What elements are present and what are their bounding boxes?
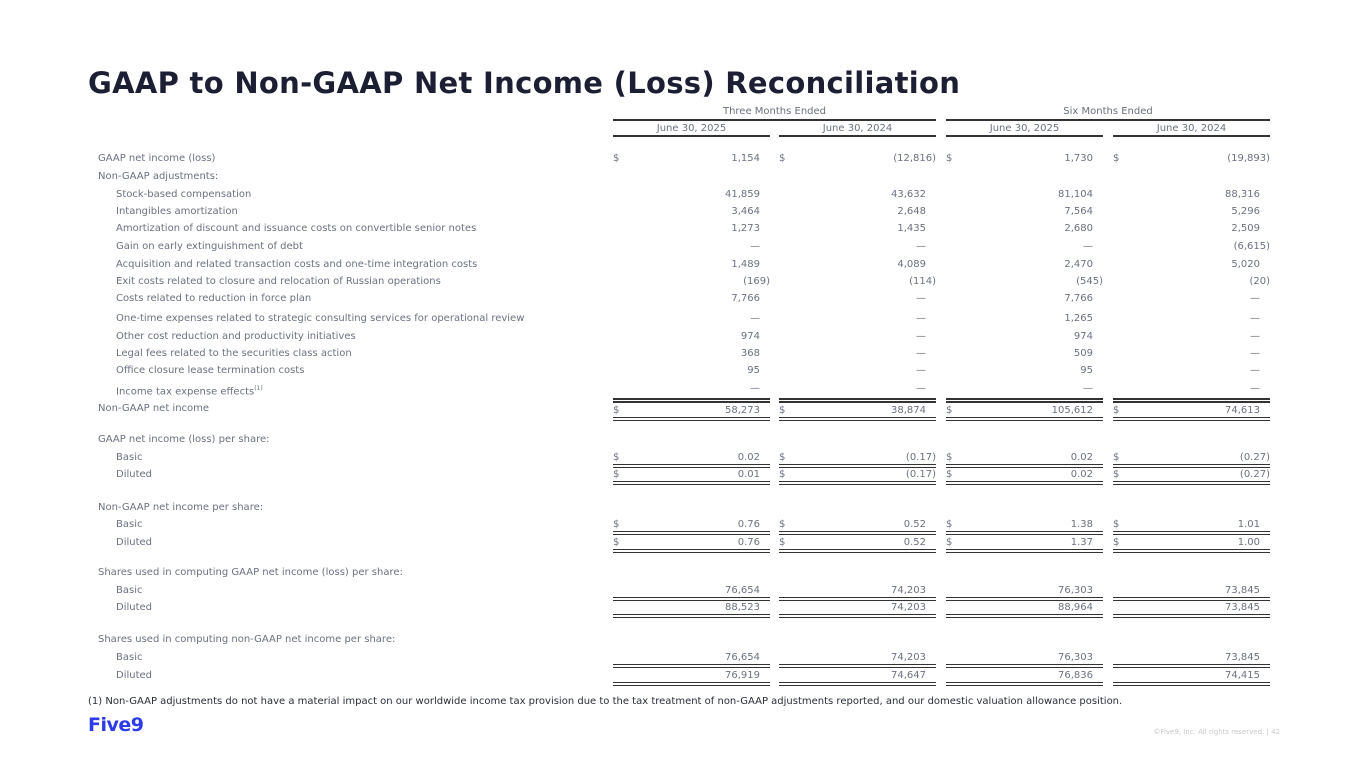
currency-symbol: $ <box>1113 153 1120 164</box>
table-row <box>0 600 1365 616</box>
row-label <box>116 346 352 362</box>
value: 73,845 <box>1225 652 1260 663</box>
row-label-text: Exit costs related to closure and relocation of Russian operations <box>116 276 441 287</box>
value-cell <box>779 381 936 397</box>
value: 0.76 <box>737 519 760 530</box>
value-cell <box>946 329 1103 345</box>
row-label <box>116 329 356 345</box>
value: 2,680 <box>1064 223 1093 234</box>
row-label-text: Costs related to reduction in force plan <box>116 293 312 304</box>
row-label <box>116 535 152 551</box>
value: (545) <box>1076 276 1103 287</box>
value-cell <box>946 401 1103 421</box>
row-label-text: Office closure lease termination costs <box>116 365 305 376</box>
value: 74,613 <box>1225 405 1260 416</box>
value: 74,203 <box>891 652 926 663</box>
value-cell <box>613 291 770 307</box>
table-row <box>0 187 1365 203</box>
table-row <box>0 632 1365 648</box>
copyright: ©Five9, Inc. All rights reserved. | 42 <box>1153 728 1280 736</box>
value-cell <box>779 401 936 421</box>
row-label-text: Income tax expense effects <box>116 386 255 398</box>
value: 88,964 <box>1058 602 1093 613</box>
currency-symbol: $ <box>1113 469 1120 480</box>
row-label-text: GAAP net income (loss) per share: <box>98 434 270 445</box>
value-cell <box>613 517 770 535</box>
row-label-text: Basic <box>116 652 143 663</box>
table-row <box>0 274 1365 290</box>
row-label-text: Non-GAAP net income <box>98 403 210 414</box>
value: 74,203 <box>891 602 926 613</box>
value-cell <box>1113 600 1270 618</box>
value-cell <box>1113 450 1270 468</box>
row-label-text: Amortization of discount and issuance costs on convertible senior notes <box>116 223 477 234</box>
value: 2,470 <box>1064 259 1093 270</box>
value: 2,648 <box>897 206 926 217</box>
value-cell <box>946 274 1103 290</box>
value-cell <box>613 467 770 485</box>
row-label <box>116 291 311 307</box>
value: 105,612 <box>1051 405 1093 416</box>
table-row <box>0 535 1365 551</box>
column-header: June 30, 2025 <box>946 122 1103 137</box>
row-label <box>116 450 142 466</box>
value: 5,296 <box>1231 206 1260 217</box>
value-cell <box>779 274 936 290</box>
currency-symbol: $ <box>779 469 786 480</box>
value-cell <box>1113 650 1270 668</box>
value-cell <box>613 187 770 203</box>
value-cell <box>1113 187 1270 203</box>
value: 0.01 <box>737 469 760 480</box>
value-cell <box>1113 401 1270 421</box>
row-label <box>116 583 142 599</box>
value-cell <box>946 257 1103 273</box>
value-cell <box>946 187 1103 203</box>
value: — <box>750 313 760 324</box>
value: 1,154 <box>731 153 760 164</box>
row-label <box>116 517 142 533</box>
value-cell <box>779 583 936 601</box>
row-label-text: Non-GAAP adjustments: <box>98 171 219 182</box>
value-cell <box>613 650 770 668</box>
value: 76,654 <box>725 585 760 596</box>
currency-symbol: $ <box>779 405 786 416</box>
value-cell <box>613 668 770 686</box>
currency-symbol: $ <box>613 537 620 548</box>
value-cell <box>1113 257 1270 273</box>
table-row <box>0 401 1365 417</box>
table-row <box>0 311 1365 327</box>
column-header: June 30, 2024 <box>1113 122 1270 137</box>
value: — <box>916 365 926 376</box>
value: 73,845 <box>1225 585 1260 596</box>
value-cell <box>946 600 1103 618</box>
value-cell <box>946 311 1103 327</box>
value-cell <box>779 668 936 686</box>
value: 73,845 <box>1225 602 1260 613</box>
value-cell <box>779 363 936 379</box>
currency-symbol: $ <box>1113 405 1120 416</box>
value: — <box>1250 365 1260 376</box>
table-row <box>0 565 1365 581</box>
value: 0.52 <box>903 537 926 548</box>
value: — <box>1250 313 1260 324</box>
value: 76,303 <box>1058 585 1093 596</box>
table-row <box>0 517 1365 533</box>
value-cell <box>946 517 1103 535</box>
currency-symbol: $ <box>613 469 620 480</box>
value: — <box>916 348 926 359</box>
currency-symbol: $ <box>779 153 786 164</box>
value: — <box>750 383 760 394</box>
value-cell <box>1113 583 1270 601</box>
row-label <box>116 221 476 237</box>
value: 76,919 <box>725 670 760 681</box>
value: (169) <box>743 276 770 287</box>
value-cell <box>779 650 936 668</box>
value-cell <box>946 363 1103 379</box>
value-cell <box>779 346 936 362</box>
value-cell <box>779 467 936 485</box>
value-cell <box>946 583 1103 601</box>
value-cell <box>946 668 1103 686</box>
currency-symbol: $ <box>946 519 953 530</box>
value: 7,564 <box>1064 206 1093 217</box>
row-label <box>116 600 152 616</box>
table-row <box>0 500 1365 516</box>
value-cell <box>779 450 936 468</box>
value: 1.00 <box>1237 537 1260 548</box>
value-cell <box>1113 668 1270 686</box>
value: — <box>916 293 926 304</box>
row-label <box>98 632 395 648</box>
value: 0.02 <box>1070 469 1093 480</box>
value-cell <box>1113 221 1270 237</box>
row-label-text: Diluted <box>116 670 153 681</box>
table-row <box>0 668 1365 684</box>
currency-symbol: $ <box>1113 452 1120 463</box>
value-cell <box>613 311 770 327</box>
table-row <box>0 239 1365 255</box>
row-label <box>98 401 209 417</box>
value-cell <box>613 151 770 167</box>
row-label <box>116 187 251 203</box>
table-row <box>0 204 1365 220</box>
currency-symbol: $ <box>779 537 786 548</box>
value-cell <box>946 239 1103 255</box>
value: 1,265 <box>1064 313 1093 324</box>
currency-symbol: $ <box>946 153 953 164</box>
row-label <box>116 381 263 400</box>
row-label <box>98 151 215 167</box>
value: 76,654 <box>725 652 760 663</box>
value-cell <box>1113 381 1270 397</box>
value-cell <box>613 381 770 397</box>
value-cell <box>946 346 1103 362</box>
row-label-text: Shares used in computing non-GAAP net income per share: <box>98 634 396 645</box>
value: 4,089 <box>897 259 926 270</box>
row-label-text: Legal fees related to the securities class action <box>116 348 352 359</box>
value: (19,893) <box>1227 153 1270 164</box>
row-label-text: Other cost reduction and productivity initiatives <box>116 331 356 342</box>
table-row <box>0 432 1365 448</box>
row-label <box>116 467 152 483</box>
value: 0.02 <box>1070 452 1093 463</box>
value-cell <box>779 187 936 203</box>
value-cell <box>779 329 936 345</box>
row-label <box>98 565 403 581</box>
value-cell <box>613 346 770 362</box>
value-cell <box>613 257 770 273</box>
table-row <box>0 291 1365 307</box>
value: 76,303 <box>1058 652 1093 663</box>
group-header-six-months: Six Months Ended <box>946 105 1270 121</box>
value: — <box>1250 293 1260 304</box>
value: 41,859 <box>725 189 760 200</box>
value: 88,316 <box>1225 189 1260 200</box>
row-label <box>116 204 238 220</box>
value: 38,874 <box>891 405 926 416</box>
group-header-three-months: Three Months Ended <box>613 105 936 121</box>
table-row <box>0 363 1365 379</box>
value-cell <box>613 363 770 379</box>
subtotal-rule <box>1113 398 1270 400</box>
table-row <box>0 650 1365 666</box>
value: (6,615) <box>1233 241 1270 252</box>
value: (0.17) <box>905 452 936 463</box>
value: 5,020 <box>1231 259 1260 270</box>
row-label-text: Basic <box>116 585 143 596</box>
value: 1.37 <box>1070 537 1093 548</box>
row-label-text: Acquisition and related transaction costs and one-time integration costs <box>116 259 478 270</box>
value-cell <box>1113 291 1270 307</box>
value: — <box>1250 348 1260 359</box>
currency-symbol: $ <box>613 405 620 416</box>
value-cell <box>613 535 770 553</box>
value: — <box>1083 383 1093 394</box>
value-cell <box>1113 517 1270 535</box>
value-cell <box>946 151 1103 167</box>
column-header: June 30, 2024 <box>779 122 936 137</box>
value-cell <box>946 467 1103 485</box>
value: 74,415 <box>1225 670 1260 681</box>
value-cell <box>613 239 770 255</box>
row-label <box>98 432 270 448</box>
row-label-text: Diluted <box>116 602 153 613</box>
table-row <box>0 169 1365 185</box>
row-label <box>98 169 218 185</box>
value: 1,273 <box>731 223 760 234</box>
value-cell <box>779 517 936 535</box>
subtotal-rule <box>946 398 1103 400</box>
value: 43,632 <box>891 189 926 200</box>
table-row <box>0 346 1365 362</box>
five9-logo: Five9 <box>88 714 144 736</box>
value: 974 <box>1073 331 1093 342</box>
value: 74,203 <box>891 585 926 596</box>
currency-symbol: $ <box>779 519 786 530</box>
row-label-text: Shares used in computing GAAP net income (loss) per share: <box>98 567 403 578</box>
value: (12,816) <box>893 153 936 164</box>
value: 88,523 <box>725 602 760 613</box>
value: 0.76 <box>737 537 760 548</box>
value-cell <box>946 535 1103 553</box>
value-cell <box>1113 535 1270 553</box>
footnote: (1) Non-GAAP adjustments do not have a material impact on our worldwide income tax provision due to the tax treatment of non-GAAP adjustments reported, and our domestic valuation allowance position. <box>88 696 1123 707</box>
value-cell <box>946 221 1103 237</box>
row-label-text: One-time expenses related to strategic consulting services for operational review <box>116 313 525 324</box>
value-cell <box>1113 274 1270 290</box>
value-cell <box>613 600 770 618</box>
row-label <box>116 257 477 273</box>
value-cell <box>1113 239 1270 255</box>
row-label-text: Gain on early extinguishment of debt <box>116 241 303 252</box>
value-cell <box>779 151 936 167</box>
value-cell <box>1113 329 1270 345</box>
value: (0.27) <box>1239 452 1270 463</box>
value: 0.02 <box>737 452 760 463</box>
value: (0.17) <box>905 469 936 480</box>
value-cell <box>946 291 1103 307</box>
value: 1,489 <box>731 259 760 270</box>
value-cell <box>613 583 770 601</box>
row-label-text: Basic <box>116 452 143 463</box>
value-cell <box>779 311 936 327</box>
value: 0.52 <box>903 519 926 530</box>
value-cell <box>613 329 770 345</box>
value-cell <box>946 650 1103 668</box>
value-cell <box>779 535 936 553</box>
table-row <box>0 257 1365 273</box>
currency-symbol: $ <box>613 153 620 164</box>
value: 95 <box>747 365 760 376</box>
value-cell <box>1113 363 1270 379</box>
row-label-text: Non-GAAP net income per share: <box>98 502 264 513</box>
table-row <box>0 151 1365 167</box>
value: — <box>1250 331 1260 342</box>
value-cell <box>779 600 936 618</box>
value-cell <box>1113 311 1270 327</box>
currency-symbol: $ <box>613 452 620 463</box>
row-label-text: Diluted <box>116 469 153 480</box>
value: 2,509 <box>1231 223 1260 234</box>
currency-symbol: $ <box>613 519 620 530</box>
currency-symbol: $ <box>1113 519 1120 530</box>
table-row <box>0 583 1365 599</box>
value-cell <box>613 401 770 421</box>
value-cell <box>779 239 936 255</box>
value: — <box>916 331 926 342</box>
value: — <box>916 241 926 252</box>
row-label <box>116 363 304 379</box>
row-label <box>116 650 142 666</box>
value-cell <box>946 450 1103 468</box>
value: — <box>1083 241 1093 252</box>
currency-symbol: $ <box>946 452 953 463</box>
value-cell <box>779 257 936 273</box>
value: 81,104 <box>1058 189 1093 200</box>
currency-symbol: $ <box>1113 537 1120 548</box>
value: 74,647 <box>891 670 926 681</box>
value-cell <box>946 204 1103 220</box>
column-header: June 30, 2025 <box>613 122 770 137</box>
value: — <box>1250 383 1260 394</box>
value-cell <box>1113 204 1270 220</box>
value: 76,836 <box>1058 670 1093 681</box>
row-label <box>98 500 263 516</box>
value-cell <box>613 450 770 468</box>
row-label <box>116 668 152 684</box>
table-row <box>0 450 1365 466</box>
row-label-text: Stock-based compensation <box>116 189 252 200</box>
subtotal-rule <box>613 398 770 400</box>
table-row <box>0 329 1365 345</box>
value: (114) <box>909 276 936 287</box>
value: (20) <box>1249 276 1270 287</box>
table-row <box>0 467 1365 483</box>
value-cell <box>613 204 770 220</box>
row-label-text: Intangibles amortization <box>116 206 238 217</box>
row-label <box>116 239 303 255</box>
value: 974 <box>740 331 760 342</box>
value: 1.38 <box>1070 519 1093 530</box>
row-label-text: Diluted <box>116 537 153 548</box>
value-cell <box>779 291 936 307</box>
currency-symbol: $ <box>946 469 953 480</box>
value: — <box>750 241 760 252</box>
row-label <box>116 311 524 327</box>
value: 58,273 <box>725 405 760 416</box>
subtotal-rule <box>779 398 936 400</box>
table-row <box>0 221 1365 237</box>
value: 3,464 <box>731 206 760 217</box>
value: 509 <box>1073 348 1093 359</box>
row-label-text: Basic <box>116 519 143 530</box>
value: 1,730 <box>1064 153 1093 164</box>
currency-symbol: $ <box>946 537 953 548</box>
value: 1,435 <box>897 223 926 234</box>
value: 368 <box>740 348 760 359</box>
value-cell <box>1113 346 1270 362</box>
value: 1.01 <box>1237 519 1260 530</box>
value-cell <box>779 221 936 237</box>
value-cell <box>1113 151 1270 167</box>
currency-symbol: $ <box>779 452 786 463</box>
value-cell <box>613 221 770 237</box>
value: 7,766 <box>1064 293 1093 304</box>
row-label <box>116 274 441 290</box>
value-cell <box>779 204 936 220</box>
value-cell <box>1113 467 1270 485</box>
page-title: GAAP to Non-GAAP Net Income (Loss) Reconciliation <box>88 66 961 100</box>
row-label-text: GAAP net income (loss) <box>98 153 216 164</box>
currency-symbol: $ <box>946 405 953 416</box>
value: — <box>916 383 926 394</box>
table-row <box>0 381 1365 397</box>
value: (0.27) <box>1239 469 1270 480</box>
value: — <box>916 313 926 324</box>
footnote-ref: (1) <box>254 385 263 392</box>
value: 95 <box>1080 365 1093 376</box>
value-cell <box>613 274 770 290</box>
value-cell <box>946 381 1103 397</box>
value: 7,766 <box>731 293 760 304</box>
